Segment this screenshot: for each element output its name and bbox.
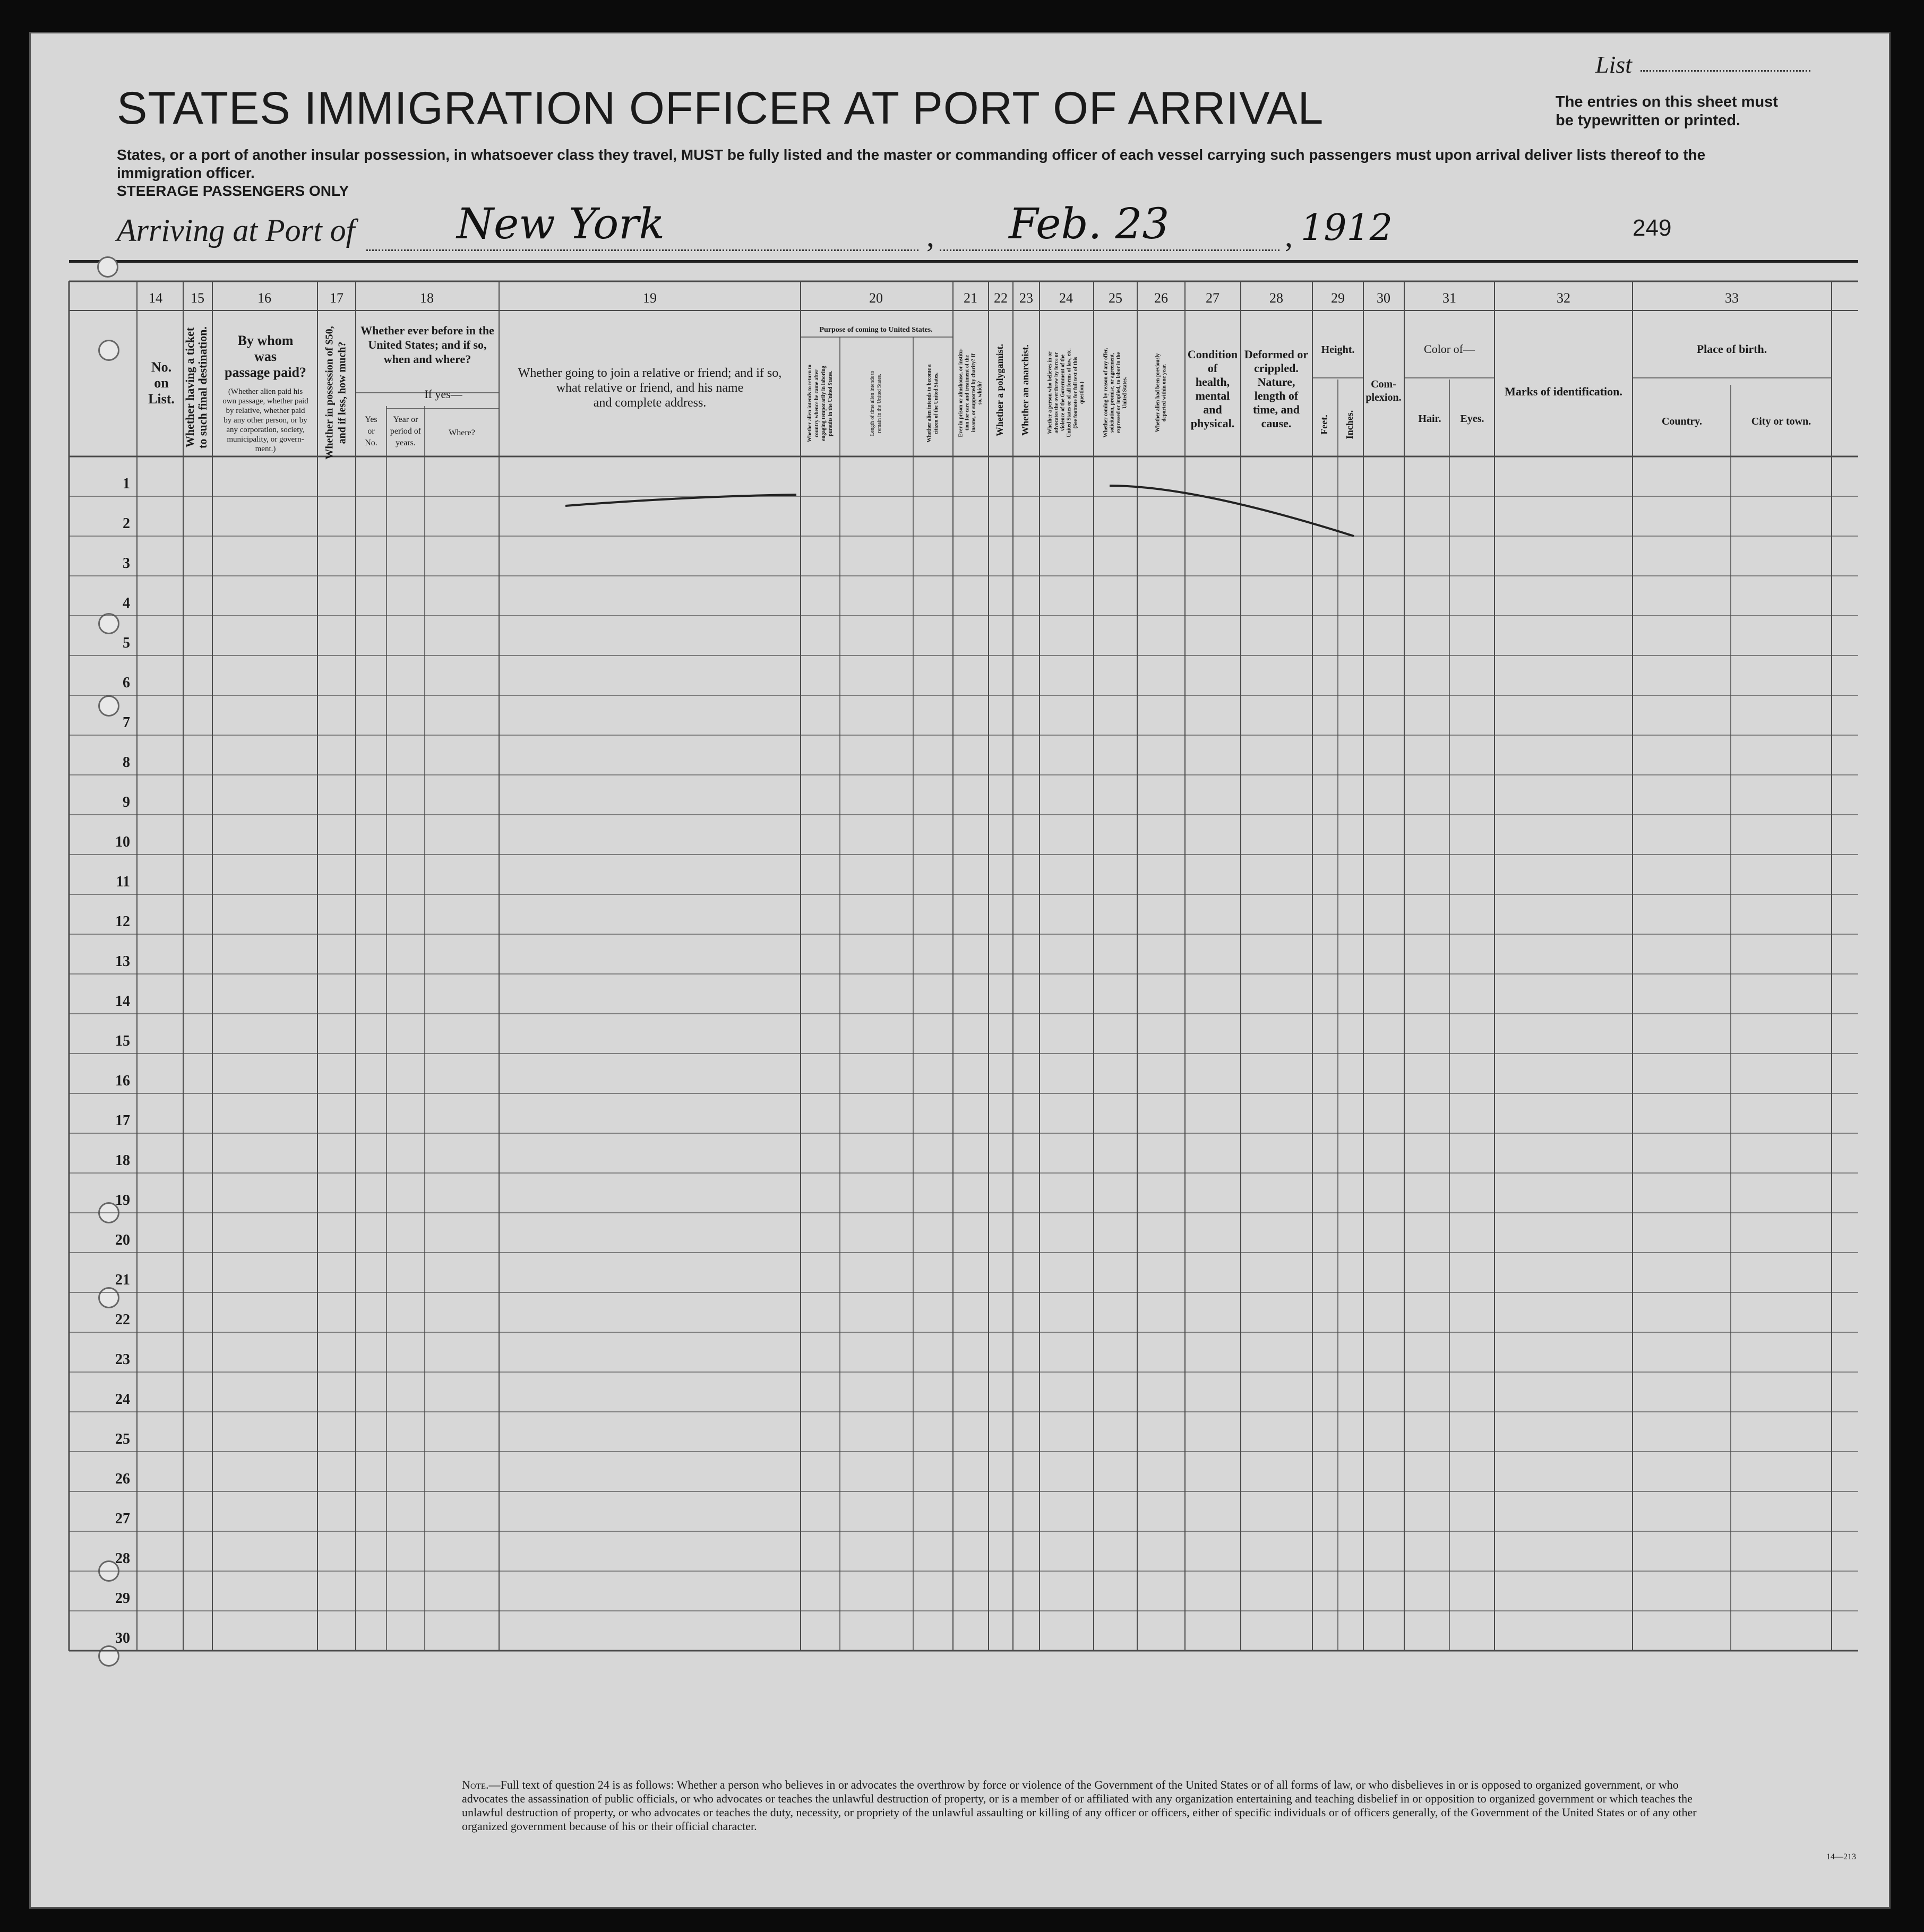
header-overthrow: violence of the Government of the <box>1060 354 1066 432</box>
form-code: 14—213 <box>1826 1852 1856 1861</box>
header-passage-paid-detail: municipality, or govern- <box>227 435 304 444</box>
typewritten-note-line2: be typewritten or printed. <box>1556 112 1741 129</box>
row-number: 2 <box>123 515 130 532</box>
note-label: Note. <box>462 1778 489 1791</box>
port-handwritten: New York <box>457 199 665 248</box>
header-condition: health, <box>1195 375 1230 389</box>
column-number: 18 <box>420 290 434 306</box>
header-prison: Ever in prison or almshouse, or institu- <box>958 348 964 437</box>
header-complexion: plexion. <box>1365 392 1402 403</box>
header-inches: Inches. <box>1344 410 1355 439</box>
row-number: 25 <box>115 1431 130 1447</box>
row-number: 11 <box>116 874 130 890</box>
header-purpose-length: Length of time alien intends to <box>869 370 875 436</box>
header-passage-paid: By whom <box>237 333 294 348</box>
header-feet: Feet. <box>1319 415 1330 435</box>
header-deported: Whether alien had been previously <box>1155 353 1161 433</box>
year-handwritten: 1912 <box>1301 207 1393 249</box>
row-number: 24 <box>115 1391 130 1408</box>
header-ever-before: Whether ever before in the <box>360 324 494 337</box>
header-prison: tion for care and treatment of the <box>964 355 970 431</box>
row-number: 18 <box>115 1152 130 1169</box>
column-number: 15 <box>191 290 204 306</box>
header-anarchist: Whether an anarchist. <box>1020 344 1031 436</box>
row-number: 7 <box>123 714 130 731</box>
header-join-relative: and complete address. <box>593 396 707 410</box>
column-number: 17 <box>330 290 343 306</box>
header-deformed: Nature, <box>1257 375 1295 389</box>
header-overthrow: question.) <box>1079 382 1085 404</box>
header-fifty-dollars: and if less, how much? <box>336 341 348 444</box>
header-overthrow: Whether a person who believes in or <box>1047 351 1053 434</box>
column-number: 14 <box>149 290 162 306</box>
row-number: 1 <box>123 476 130 492</box>
header-deformed: Deformed or <box>1244 348 1309 361</box>
column-number: 24 <box>1059 290 1073 306</box>
header-join-relative: Whether going to join a relative or friend; and if so, <box>518 366 782 380</box>
header-purpose-length: remain in the United States. <box>876 374 882 433</box>
header-passage-paid-detail: any corporation, society, <box>226 426 305 434</box>
header-purpose-citizen: Whether alien intends to become a <box>926 364 932 443</box>
header-passage-paid-detail: ment.) <box>255 445 276 453</box>
list-label: List <box>1595 51 1633 78</box>
header-condition: mental <box>1195 389 1230 402</box>
sheet-number: 249 <box>1633 215 1672 241</box>
header-deformed: crippled. <box>1254 361 1299 375</box>
typewritten-note-line1: The entries on this sheet must <box>1556 93 1778 110</box>
header-offer: Whether coming by reason of any offer, <box>1103 348 1109 438</box>
row-number: 8 <box>123 754 130 771</box>
header-overthrow: United States or of all forms of law, etc. <box>1066 348 1072 437</box>
header-country: Country. <box>1661 416 1703 427</box>
header-offer: expressed or implied, to labor in the <box>1115 352 1122 434</box>
header-passage-paid-detail: by any other person, or by <box>224 416 307 425</box>
header-yes-no: No. <box>365 438 377 447</box>
header-no-on-list: No. <box>151 359 172 375</box>
row-number: 16 <box>115 1073 130 1089</box>
row-number: 20 <box>115 1232 130 1248</box>
column-number: 26 <box>1154 290 1168 306</box>
row-number: 23 <box>115 1351 130 1368</box>
header-passage-paid-detail: (Whether alien paid his <box>228 387 303 396</box>
column-headers <box>148 324 1811 460</box>
header-deported: deported within one year. <box>1161 364 1167 422</box>
arriving-label: Arriving at Port of <box>117 213 355 248</box>
row-number: 12 <box>115 913 130 930</box>
header-passage-paid: passage paid? <box>225 365 306 380</box>
header-overthrow: advocates the overthrow by force or <box>1053 352 1060 434</box>
intro-line2: STEERAGE PASSENGERS ONLY <box>117 183 349 199</box>
header-deformed: length of <box>1254 389 1299 402</box>
header-offer: United States. <box>1122 377 1128 409</box>
row-number: 4 <box>123 595 130 611</box>
row-number: 22 <box>115 1312 130 1328</box>
header-deformed: cause. <box>1261 417 1292 430</box>
row-number: 6 <box>123 675 130 691</box>
header-color-of: Color of— <box>1424 342 1475 356</box>
ditto-stroke <box>1110 486 1354 536</box>
column-number: 19 <box>643 290 657 306</box>
header-marks: Marks of identification. <box>1505 385 1622 398</box>
column-number: 29 <box>1331 290 1345 306</box>
header-ever-before: when and where? <box>383 352 471 366</box>
header-no-on-list: on <box>154 375 169 391</box>
column-number: 20 <box>869 290 883 306</box>
date-handwritten: Feb. 23 <box>1009 199 1170 248</box>
header-purpose-return: country whence he came after <box>813 369 820 437</box>
header-condition: Condition <box>1187 348 1238 361</box>
header-fifty-dollars: Whether in possession of $50, <box>323 326 336 460</box>
header-purpose-return: engaging temporarily in laboring <box>820 366 827 441</box>
row-number: 13 <box>115 953 130 970</box>
header-place-of-birth: Place of birth. <box>1696 342 1767 356</box>
header-if-yes: If yes— <box>424 387 462 401</box>
header-prison: insane, or supported by charity? If <box>970 353 977 433</box>
header-complexion: Com- <box>1371 378 1396 390</box>
column-number: 27 <box>1206 290 1219 306</box>
header-ticket: Whether having a ticket <box>183 327 197 448</box>
header-purpose-return: Whether alien intends to return to <box>806 364 813 443</box>
row-number: 9 <box>123 794 130 810</box>
header-purpose-return: pursuits in the United States. <box>827 370 834 436</box>
header-passage-paid-detail: by relative, whether paid <box>226 407 305 415</box>
row-number: 28 <box>115 1550 130 1567</box>
column-number: 31 <box>1442 290 1456 306</box>
header-height: Height. <box>1321 344 1355 356</box>
row-numbers <box>115 476 130 1646</box>
column-number: 22 <box>994 290 1008 306</box>
column-number: 33 <box>1725 290 1739 306</box>
row-number: 21 <box>115 1272 130 1288</box>
header-join-relative: what relative or friend, and his name <box>556 381 744 395</box>
header-prison: so, which? <box>977 381 983 405</box>
header-ever-before: United States; and if so, <box>368 338 487 351</box>
header-ticket: to such final destination. <box>196 326 210 448</box>
header-condition: physical. <box>1190 417 1235 430</box>
header-year-period: period of <box>390 427 422 436</box>
header-hair: Hair. <box>1418 413 1441 425</box>
row-number: 30 <box>115 1630 130 1646</box>
row-number: 3 <box>123 555 130 572</box>
header-yes-no: Yes <box>365 415 377 424</box>
header-deformed: time, and <box>1253 403 1300 416</box>
header-polygamist: Whether a polygamist. <box>994 343 1006 437</box>
row-number: 19 <box>115 1192 130 1209</box>
header-purpose: Purpose of coming to United States. <box>819 326 933 334</box>
comma-2: , <box>1285 218 1293 253</box>
grid-lines <box>69 281 1858 1651</box>
header-passage-paid-detail: own passage, whether paid <box>222 397 308 406</box>
row-number: 15 <box>115 1033 130 1049</box>
comma-1: , <box>926 218 934 253</box>
header-where: Where? <box>449 428 475 437</box>
header-purpose-citizen: citizen of the United States. <box>933 372 939 435</box>
column-number: 25 <box>1109 290 1122 306</box>
column-number: 28 <box>1269 290 1283 306</box>
header-city: City or town. <box>1751 416 1811 427</box>
header-year-period: Year or <box>393 415 418 424</box>
header-yes-no: or <box>367 427 375 436</box>
header-year-period: years. <box>396 438 416 447</box>
row-number: 27 <box>115 1511 130 1527</box>
row-number: 29 <box>115 1590 130 1607</box>
header-offer: solicitation, promise, or agreement, <box>1109 353 1115 433</box>
column-number: 23 <box>1019 290 1033 306</box>
header-overthrow: (See footnote for full text of this <box>1072 357 1079 429</box>
footnote <box>462 1778 1710 1833</box>
note-text: —Full text of question 24 is as follows: Whether a person who believes in or advocates the overthrow by force or violence of the Government of the United States or of all forms of law, or who disbelieves in or is opposed to organized government, or who advocates the assassination of public officials, or who advocates or teaches the unlawful destruction of property, or is a member of or affiliated with any organization entertaining and teaching disbelief in or opposition to organized government or which teaches the unlawful destruction of property, or who advocates or teaches the duty, necessity, or propriety of the unlawful assaulting or killing of any officer or officers, either of specific individuals or of officers generally, of the Government of the United States or of any other organized government because of his or their official character. <box>462 1778 1697 1833</box>
intro-line1: States, or a port of another insular possession, in whatsoever class they travel, MUST be fully listed and the master or commanding officer of each vessel carrying such passengers must upon arrival deliver lists thereof to the immigration officer. <box>117 146 1706 181</box>
row-number: 17 <box>115 1112 130 1129</box>
header-passage-paid: was <box>254 349 277 364</box>
column-number: 16 <box>257 290 271 306</box>
header-condition: of <box>1207 361 1218 375</box>
header-condition: and <box>1203 403 1222 416</box>
header-no-on-list: List. <box>148 391 175 407</box>
handwritten-dittos <box>565 486 1354 536</box>
page-title: STATES IMMIGRATION OFFICER AT PORT OF ARRIVAL <box>117 83 1324 134</box>
column-number: 30 <box>1377 290 1390 306</box>
row-number: 14 <box>115 993 130 1010</box>
row-number: 5 <box>123 635 130 651</box>
column-numbers <box>149 290 1739 306</box>
row-number: 26 <box>115 1471 130 1487</box>
column-number: 32 <box>1557 290 1570 306</box>
column-number: 21 <box>964 290 977 306</box>
header-eyes: Eyes. <box>1460 413 1484 425</box>
row-number: 10 <box>115 834 130 850</box>
